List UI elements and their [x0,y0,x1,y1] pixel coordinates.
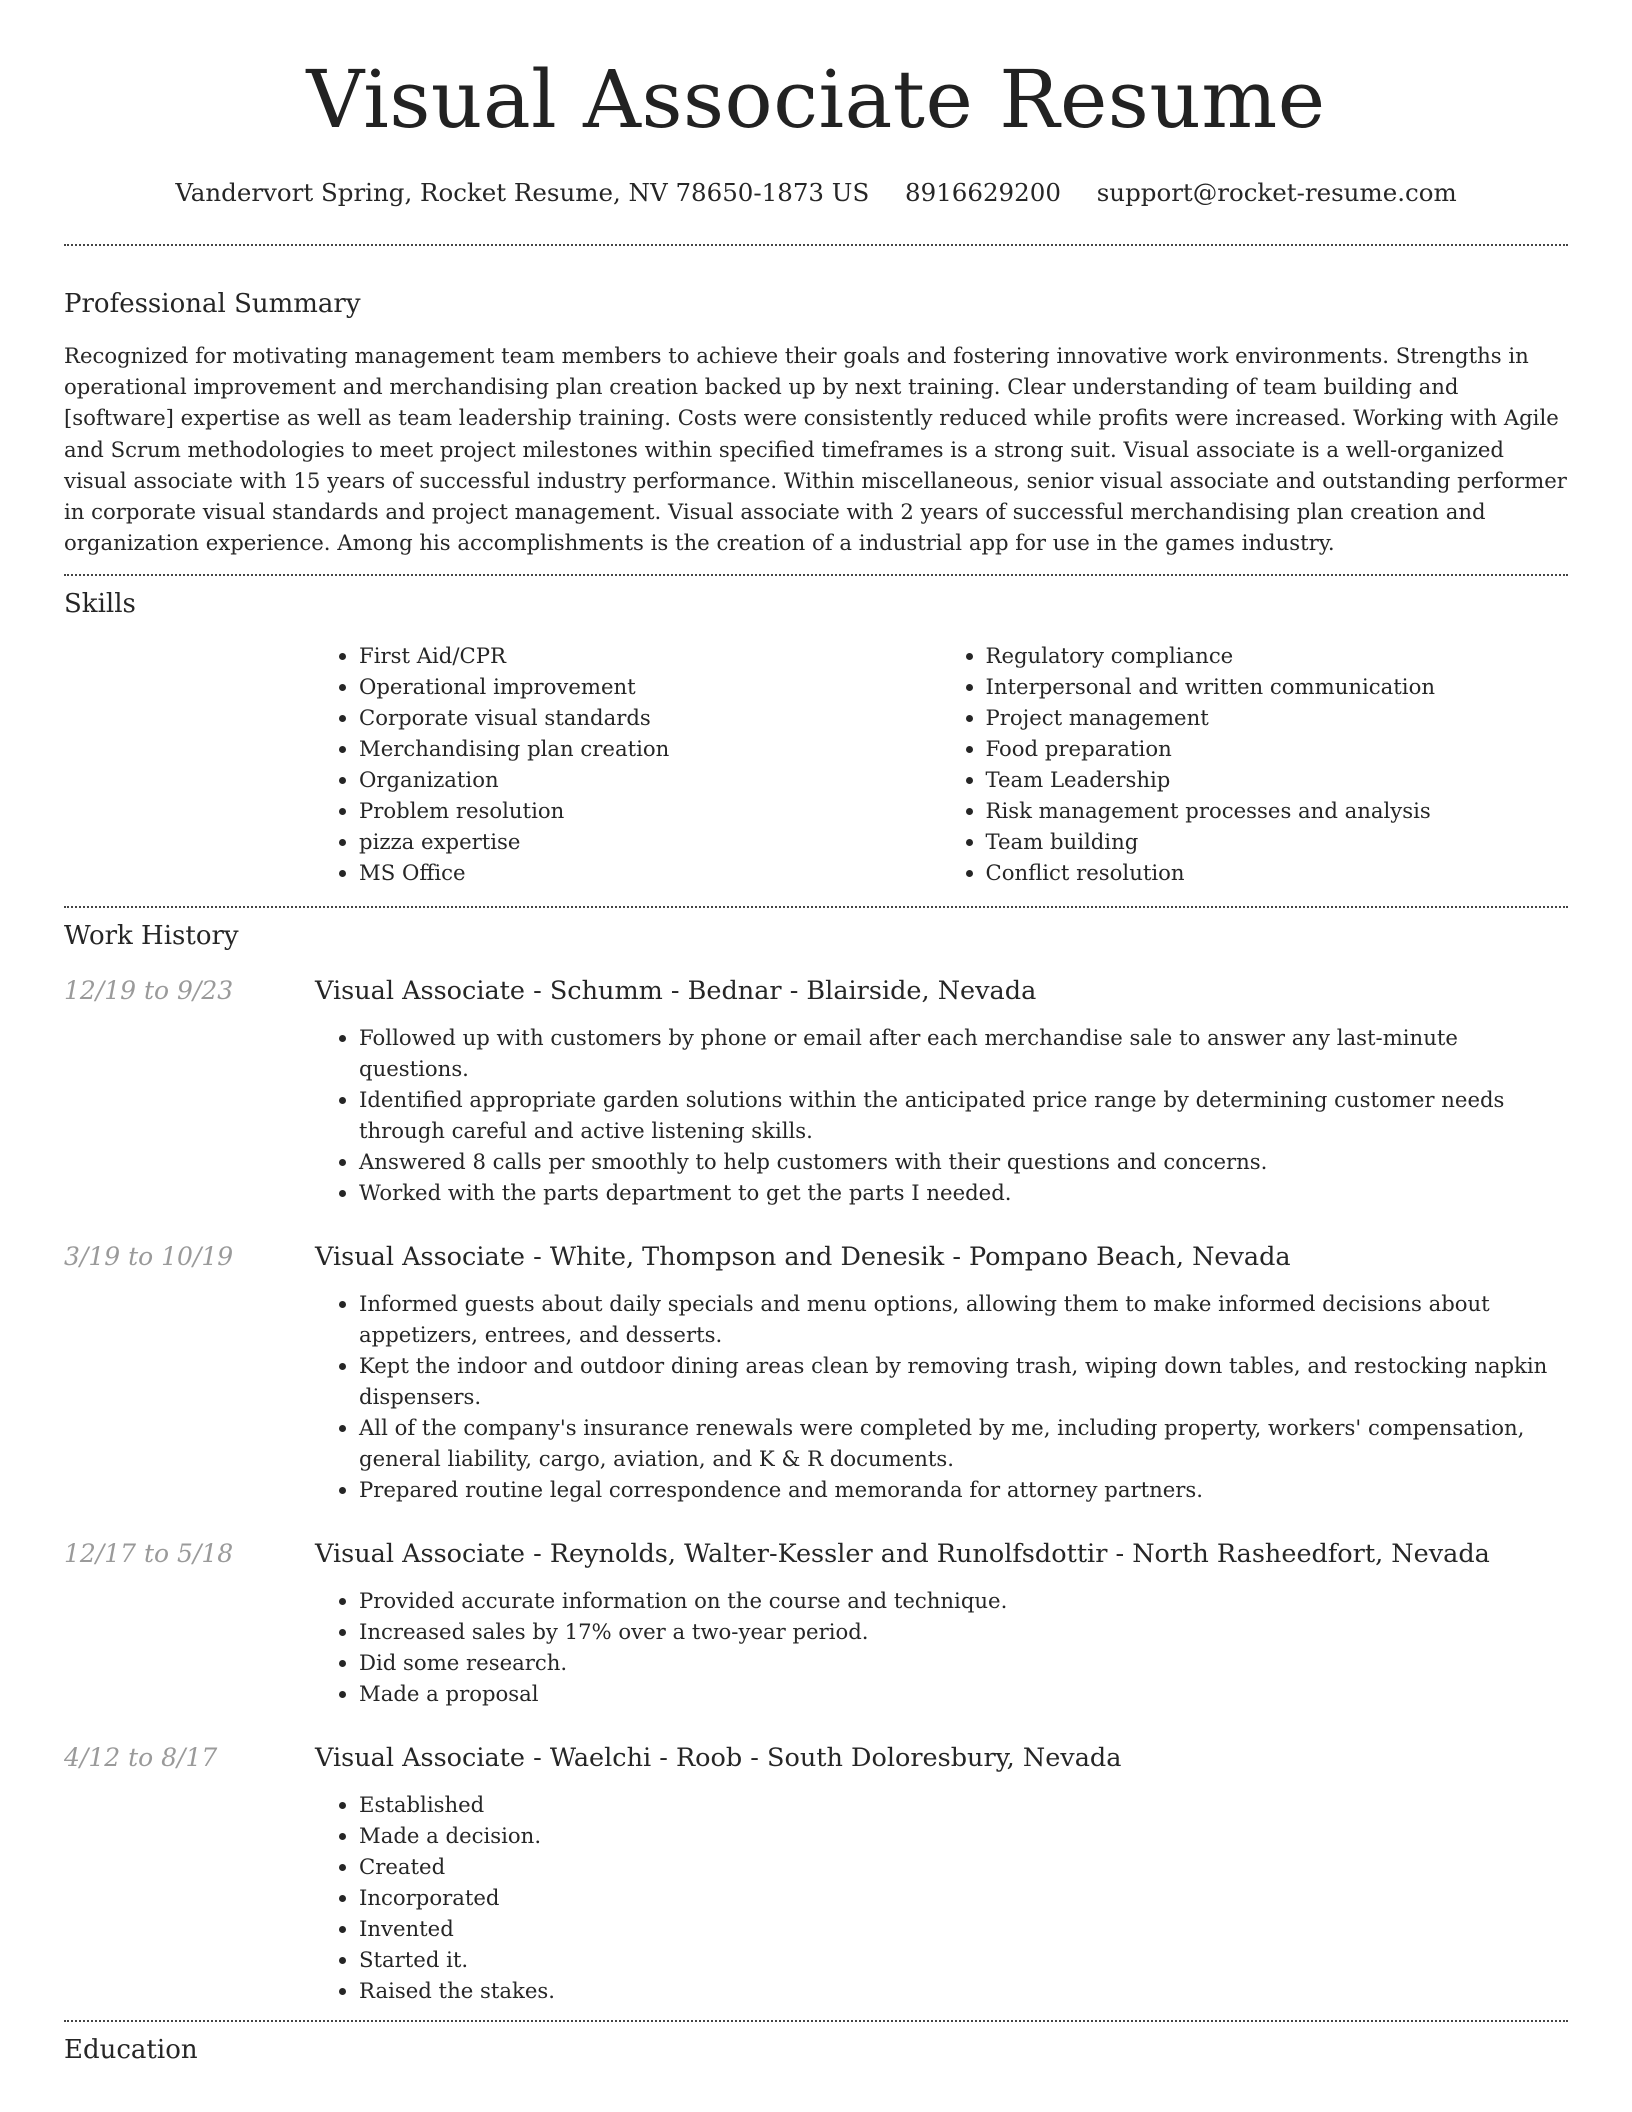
job-header [64,1741,1568,1775]
skill-item: • Corporate visual standards [359,702,942,733]
contact-line [64,176,1568,210]
resume-page [64,0,1568,2068]
job-bullet: • Followed up with customers by phone or email after each merchandise sale to answer any last-minute questions. [359,1022,1568,1084]
job-title: Visual Associate - White, Thompson and Denesik - Pompano Beach, Nevada [315,1242,1291,1273]
page-title: Visual Associate Resume [306,53,1326,146]
education-heading: Education [64,2035,198,2066]
skill-item: • Operational improvement [359,671,942,702]
job-header [64,1240,1568,1274]
divider [64,2020,1568,2022]
job-bullet: • Started it. [359,1944,1568,1975]
job-dates: 3/19 to 10/19 [64,1242,234,1272]
skill-item: • Merchandising plan creation [359,733,942,764]
job-bullet: • Increased sales by 17% over a two-year period. [359,1616,1568,1647]
summary-heading: Professional Summary [64,289,361,319]
job-bullet: • Raised the stakes. [359,1975,1568,2006]
job-bullets [315,1288,1568,1505]
job-bullet: • Informed guests about daily specials and menu options, allowing them to make informed decisions about appetizers, entrees, and desserts. [359,1288,1568,1350]
summary-text: Recognized for motivating management team members to achieve their goals and fostering innovative work environments. Strengths in operational improvement and merchandising plan creation backed up by next training. Clear understanding of team building and [software] expertise as well as team leadership training. Costs were consistently reduced while profits were increased. Working with Agile and Scrum methodologies to meet project milestones within specified timeframes is a strong suit. Visual associate is a well-organized visual associate with 15 years of successful industry performance. Within miscellaneous, senior visual associate and outstanding performer in corporate visual standards and project management. Visual associate with 2 years of successful merchandising plan creation and organization experience. Among his accomplishments is the creation of a industrial app for use in the games industry. [64,343,1567,556]
job-header [64,974,1568,1008]
skills-list [315,640,1568,888]
job-bullet: • Created [359,1851,1568,1882]
skill-item: • Risk management processes and analysis [986,795,1569,826]
job-dates: 12/17 to 5/18 [64,1539,234,1569]
job-bullet: • Kept the indoor and outdoor dining areas clean by removing trash, wiping down tables, and restocking napkin dispensers. [359,1350,1568,1412]
job-header [64,1537,1568,1571]
job-bullets [315,1789,1568,2006]
skill-item: • First Aid/CPR [359,640,942,671]
skills-column-right [942,640,1569,888]
job-bullet: • Prepared routine legal correspondence and memoranda for attorney partners. [359,1474,1568,1505]
job-bullet: • Worked with the parts department to get the parts I needed. [359,1177,1568,1208]
divider [64,244,1568,246]
phone: 8916629200 [905,178,1061,207]
email: support@rocket-resume.com [1096,178,1457,207]
job-dates: 4/12 to 8/17 [64,1743,218,1773]
resume-header [64,0,1568,210]
skill-item: • MS Office [359,857,942,888]
job-bullets [315,1022,1568,1208]
job-bullet: • Identified appropriate garden solutions within the anticipated price range by determining customer needs through careful and active listening skills. [359,1084,1568,1146]
skill-item: • Conflict resolution [986,857,1569,888]
job-title: Visual Associate - Waelchi - Roob - South Doloresbury, Nevada [315,1743,1122,1774]
job-title: Visual Associate - Schumm - Bednar - Blairside, Nevada [315,976,1037,1007]
skills-heading: Skills [64,589,136,620]
job-bullet: • Provided accurate information on the course and technique. [359,1585,1568,1616]
skill-item: • Problem resolution [359,795,942,826]
job-bullet: • Invented [359,1913,1568,1944]
job-bullet: • Made a proposal [359,1678,1568,1709]
skill-item: • pizza expertise [359,826,942,857]
skill-item: • Team Leadership [986,764,1569,795]
job-bullet: • Did some research. [359,1647,1568,1678]
work-history-heading: Work History [64,921,239,952]
skill-item: • Project management [986,702,1569,733]
job-bullets [315,1585,1568,1709]
job-title: Visual Associate - Reynolds, Walter-Kessler and Runolfsdottir - North Rasheedfort, Nevada [315,1539,1490,1570]
skill-item: • Organization [359,764,942,795]
skill-item: • Team building [986,826,1569,857]
job-bullet: • Answered 8 calls per smoothly to help customers with their questions and concerns. [359,1146,1568,1177]
skill-item: • Regulatory compliance [986,640,1569,671]
job-bullet: • All of the company's insurance renewals were completed by me, including property, workers' compensation, general liability, cargo, aviation, and K & R documents. [359,1412,1568,1474]
address: Vandervort Spring, Rocket Resume, NV 78650-1873 US [175,178,870,207]
skill-item: • Food preparation [986,733,1569,764]
job-bullet: • Established [359,1789,1568,1820]
job-dates: 12/19 to 9/23 [64,976,234,1006]
skill-item: • Interpersonal and written communication [986,671,1569,702]
job-bullet: • Incorporated [359,1882,1568,1913]
divider [64,574,1568,576]
job-bullet: • Made a decision. [359,1820,1568,1851]
skills-column-left [315,640,942,888]
divider [64,906,1568,908]
